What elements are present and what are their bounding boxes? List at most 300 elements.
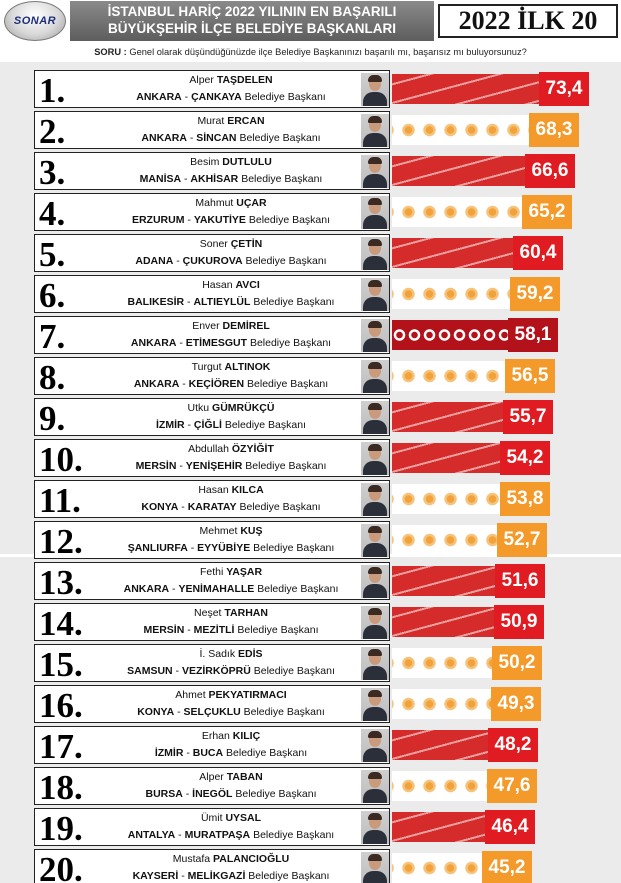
mayor-card — [34, 152, 390, 190]
portrait-hair — [368, 690, 382, 697]
mayor-name — [115, 443, 347, 455]
surname: TARHAN — [224, 607, 268, 619]
district-name: SELÇUKLU — [183, 706, 241, 718]
role-label: Belediye Başkanı — [244, 91, 326, 103]
ranking-row — [0, 275, 621, 313]
value-bar — [392, 525, 497, 555]
value-bar — [392, 320, 508, 350]
mayor-card — [34, 275, 390, 313]
ranking-row — [0, 726, 621, 764]
city-name: ANKARA — [130, 337, 177, 349]
role-label: Belediye Başkanı — [248, 214, 331, 226]
title-line-1: İSTANBUL HARİÇ 2022 YILININ EN BAŞARILI — [107, 4, 397, 19]
mayor-district — [115, 501, 347, 513]
first-name: Erhan — [201, 730, 230, 742]
mayor-district — [115, 91, 347, 103]
city-name: ANKARA — [141, 132, 187, 144]
district-name: YENİMAHALLE — [178, 583, 255, 595]
rank-number: 7. — [39, 317, 66, 356]
rank-number: 10. — [39, 440, 83, 479]
portrait-hair — [368, 772, 382, 779]
rank-number: 16. — [39, 686, 83, 725]
portrait-hair — [368, 608, 382, 615]
role-label: Belediye Başkanı — [247, 378, 329, 390]
mayor-name — [115, 607, 347, 619]
mayor-portrait — [361, 606, 389, 639]
mayor-district — [115, 132, 347, 144]
role-label: Belediye Başkanı — [243, 706, 325, 718]
ranking-row — [0, 685, 621, 723]
first-name: Mustafa — [172, 853, 211, 865]
first-name: Abdullah — [188, 443, 229, 455]
rank-number: 11. — [39, 481, 81, 520]
mayor-portrait — [361, 114, 389, 147]
value-bar — [392, 156, 525, 186]
ranking-row — [0, 316, 621, 354]
first-name: İ. Sadık — [199, 648, 236, 660]
separator: - — [183, 747, 193, 759]
value-bar — [392, 115, 529, 145]
mayor-name — [115, 156, 347, 168]
mayor-district — [115, 255, 347, 267]
mayor-portrait — [361, 196, 389, 229]
surname: ÖZYİĞİT — [231, 443, 274, 455]
mayor-district — [115, 214, 347, 226]
mayor-portrait — [361, 770, 389, 803]
rank-number: 9. — [39, 399, 66, 438]
role-label: Belediye Başkanı — [257, 583, 339, 595]
mayor-district — [115, 665, 347, 677]
first-name: Ümit — [200, 812, 223, 824]
separator: - — [172, 665, 182, 677]
district-name: ALTIEYLÜL — [193, 296, 251, 308]
ranking-row — [0, 193, 621, 231]
portrait-hair — [368, 444, 382, 451]
mayor-portrait — [361, 155, 389, 188]
portrait-suit — [363, 707, 387, 721]
mayor-card — [34, 70, 390, 108]
mayor-district — [115, 583, 347, 595]
role-label: Belediye Başkanı — [237, 624, 319, 636]
separator: - — [184, 296, 194, 308]
district-name: MELİKGAZİ — [187, 870, 246, 882]
mayor-name — [115, 525, 347, 537]
value-label: 50,9 — [494, 605, 544, 639]
value-bar — [392, 648, 492, 678]
ranking-row — [0, 70, 621, 108]
district-name: VEZİRKÖPRÜ — [181, 665, 251, 677]
survey-question — [0, 47, 621, 57]
surname: PEKYATIRMACI — [208, 689, 287, 701]
mayor-name — [115, 115, 347, 127]
value-bar — [392, 361, 505, 391]
surname: PALANCIOĞLU — [213, 853, 290, 865]
mayor-name — [115, 853, 347, 865]
district-name: EYYÜBİYE — [197, 542, 251, 554]
value-label: 66,6 — [525, 154, 575, 188]
value-bar — [392, 197, 522, 227]
district-name: ÇUKUROVA — [182, 255, 243, 267]
value-label: 51,6 — [495, 564, 545, 598]
mayor-portrait — [361, 852, 389, 883]
separator: - — [182, 788, 193, 800]
role-label: Belediye Başkanı — [253, 542, 335, 554]
value-label: 54,2 — [500, 441, 550, 475]
mayor-card — [34, 849, 390, 883]
surname: TAŞDELEN — [216, 74, 273, 86]
first-name: Enver — [192, 320, 220, 332]
first-name: Turgut — [191, 361, 222, 373]
separator: - — [174, 706, 184, 718]
value-bar — [392, 443, 500, 473]
value-label: 68,3 — [529, 113, 579, 147]
separator: - — [184, 419, 194, 431]
first-name: Soner — [199, 238, 228, 250]
first-name: Hasan — [202, 279, 233, 291]
portrait-hair — [368, 731, 382, 738]
edition-label: 2022 İLK 20 — [438, 4, 618, 38]
mayor-district — [115, 624, 347, 636]
mayor-card — [34, 562, 390, 600]
value-bar — [392, 730, 488, 760]
value-label: 53,8 — [500, 482, 550, 516]
portrait-suit — [363, 297, 387, 311]
value-label: 59,2 — [510, 277, 560, 311]
portrait-hair — [368, 75, 382, 82]
portrait-hair — [368, 239, 382, 246]
portrait-hair — [368, 198, 382, 205]
role-label: Belediye Başkanı — [241, 173, 323, 185]
first-name: Utku — [187, 402, 210, 414]
surname: KILCA — [231, 484, 264, 496]
surname: AVCI — [235, 279, 260, 291]
rank-number: 14. — [39, 604, 83, 643]
district-name: BUCA — [192, 747, 224, 759]
city-name: ŞANLIURFA — [127, 542, 188, 554]
district-name: ÇİĞLİ — [193, 419, 222, 431]
mayor-card — [34, 234, 390, 272]
value-label: 50,2 — [492, 646, 542, 680]
role-label: Belediye Başkanı — [239, 132, 321, 144]
rank-number: 20. — [39, 850, 83, 883]
city-name: SAMSUN — [127, 665, 173, 677]
district-name: SİNCAN — [196, 132, 237, 144]
portrait-suit — [363, 379, 387, 393]
mayor-card — [34, 193, 390, 231]
portrait-suit — [363, 133, 387, 147]
rank-number: 8. — [39, 358, 66, 397]
sonar-logo — [4, 1, 66, 41]
ranking-row — [0, 152, 621, 190]
mayor-name — [115, 74, 347, 86]
separator: - — [181, 91, 192, 103]
mayor-district — [115, 419, 347, 431]
mayor-district — [115, 173, 347, 185]
logo-text: SONAR — [13, 15, 57, 27]
mayor-name — [115, 279, 347, 291]
role-label: Belediye Başkanı — [235, 788, 317, 800]
portrait-hair — [368, 649, 382, 656]
mayor-name — [115, 689, 347, 701]
separator: - — [178, 870, 188, 882]
role-label: Belediye Başkanı — [224, 419, 306, 431]
mayor-district — [115, 296, 347, 308]
first-name: Murat — [197, 115, 225, 127]
portrait-hair — [368, 526, 382, 533]
surname: ÇETİN — [230, 238, 263, 250]
city-name: ANKARA — [123, 583, 170, 595]
separator: - — [176, 337, 186, 349]
value-bar — [392, 566, 495, 596]
surname: KILIÇ — [232, 730, 261, 742]
portrait-suit — [363, 830, 387, 844]
value-bar — [392, 74, 539, 104]
separator: - — [178, 501, 188, 513]
city-name: KONYA — [141, 501, 179, 513]
portrait-hair — [368, 116, 382, 123]
separator: - — [173, 255, 183, 267]
mayor-portrait — [361, 319, 389, 352]
separator: - — [175, 829, 185, 841]
portrait-suit — [363, 748, 387, 762]
value-bar — [392, 771, 487, 801]
mayor-card — [34, 439, 390, 477]
surname: YAŞAR — [226, 566, 263, 578]
city-name: KAYSERİ — [132, 870, 179, 882]
surname: KUŞ — [240, 525, 263, 537]
portrait-suit — [363, 461, 387, 475]
surname: DUTLULU — [222, 156, 272, 168]
district-name: KEÇİÖREN — [188, 378, 245, 390]
role-label: Belediye Başkanı — [245, 255, 327, 267]
mayor-card — [34, 603, 390, 641]
value-bar — [392, 279, 510, 309]
first-name: Besim — [190, 156, 220, 168]
surname: EDİS — [238, 648, 263, 660]
district-name: KARATAY — [187, 501, 237, 513]
first-name: Fethi — [199, 566, 224, 578]
rank-number: 19. — [39, 809, 83, 848]
rank-number: 2. — [39, 112, 66, 151]
first-name: Neşet — [194, 607, 222, 619]
value-label: 60,4 — [513, 236, 563, 270]
separator: - — [187, 542, 198, 554]
mayor-portrait — [361, 565, 389, 598]
question-label: SORU : — [94, 47, 127, 57]
separator: - — [169, 583, 179, 595]
city-name: İZMİR — [156, 419, 185, 431]
ranking-row — [0, 644, 621, 682]
mayor-portrait — [361, 237, 389, 270]
mayor-portrait — [361, 729, 389, 762]
surname: UÇAR — [236, 197, 267, 209]
header — [0, 0, 621, 42]
value-bar — [392, 484, 500, 514]
value-label: 55,7 — [503, 400, 553, 434]
mayor-portrait — [361, 688, 389, 721]
separator: - — [186, 132, 197, 144]
city-name: KONYA — [137, 706, 175, 718]
ranking-row — [0, 234, 621, 272]
portrait-hair — [368, 157, 382, 164]
mayor-name — [115, 812, 347, 824]
mayor-card — [34, 726, 390, 764]
portrait-hair — [368, 813, 382, 820]
ranking-row — [0, 439, 621, 477]
portrait-suit — [363, 789, 387, 803]
district-name: MURATPAŞA — [184, 829, 251, 841]
value-bar — [392, 853, 482, 883]
mayor-district — [115, 460, 347, 472]
rank-number: 6. — [39, 276, 66, 315]
first-name: Alper — [199, 771, 224, 783]
surname: UYSAL — [225, 812, 262, 824]
portrait-suit — [363, 666, 387, 680]
district-name: YENİŞEHİR — [185, 460, 243, 472]
ranking-row — [0, 398, 621, 436]
district-name: AKHİSAR — [190, 173, 239, 185]
portrait-suit — [363, 420, 387, 434]
district-name: İNEGÖL — [192, 788, 233, 800]
first-name: Ahmet — [175, 689, 206, 701]
city-name: ANTALYA — [127, 829, 176, 841]
ranking-row — [0, 521, 621, 559]
mayor-card — [34, 111, 390, 149]
portrait-hair — [368, 854, 382, 861]
mayor-name — [115, 238, 347, 250]
city-name: BALIKESİR — [127, 296, 185, 308]
portrait-hair — [368, 567, 382, 574]
rank-number: 17. — [39, 727, 83, 766]
portrait-suit — [363, 174, 387, 188]
value-bar — [392, 812, 485, 842]
role-label: Belediye Başkanı — [253, 665, 335, 677]
portrait-suit — [363, 543, 387, 557]
portrait-suit — [363, 215, 387, 229]
mayor-card — [34, 521, 390, 559]
surname: TABAN — [226, 771, 263, 783]
city-name: ANKARA — [133, 378, 180, 390]
mayor-card — [34, 767, 390, 805]
value-label: 48,2 — [488, 728, 538, 762]
mayor-card — [34, 357, 390, 395]
ranking-row — [0, 767, 621, 805]
portrait-suit — [363, 584, 387, 598]
mayor-portrait — [361, 401, 389, 434]
city-name: ERZURUM — [131, 214, 185, 226]
portrait-suit — [363, 256, 387, 270]
mayor-district — [115, 829, 347, 841]
surname: ERCAN — [227, 115, 265, 127]
title-box — [70, 1, 434, 41]
separator: - — [176, 460, 186, 472]
value-bar — [392, 238, 513, 268]
mayor-card — [34, 685, 390, 723]
surname: ALTINOK — [224, 361, 271, 373]
mayor-district — [115, 337, 347, 349]
role-label: Belediye Başkanı — [248, 870, 330, 882]
district-name: MEZİTLİ — [193, 624, 235, 636]
mayor-name — [115, 361, 347, 373]
mayor-portrait — [361, 524, 389, 557]
city-name: MERSİN — [135, 460, 177, 472]
mayor-name — [115, 320, 347, 332]
mayor-name — [115, 197, 347, 209]
role-label: Belediye Başkanı — [253, 296, 335, 308]
ranking-row — [0, 603, 621, 641]
district-name: ETİMESGUT — [185, 337, 248, 349]
rank-number: 13. — [39, 563, 83, 602]
mayor-name — [115, 648, 347, 660]
value-label: 58,1 — [508, 318, 558, 352]
city-name: ADANA — [135, 255, 174, 267]
mayor-name — [115, 771, 347, 783]
first-name: Hasan — [198, 484, 229, 496]
first-name: Mahmut — [195, 197, 234, 209]
role-label: Belediye Başkanı — [239, 501, 321, 513]
separator: - — [179, 378, 189, 390]
portrait-suit — [363, 338, 387, 352]
mayor-portrait — [361, 647, 389, 680]
role-label: Belediye Başkanı — [245, 460, 327, 472]
mayor-card — [34, 644, 390, 682]
mayor-district — [115, 788, 347, 800]
mayor-portrait — [361, 811, 389, 844]
city-name: ANKARA — [136, 91, 182, 103]
mayor-district — [115, 747, 347, 759]
city-name: İZMİR — [154, 747, 184, 759]
city-name: MERSİN — [143, 624, 185, 636]
portrait-hair — [368, 485, 382, 492]
rank-number: 5. — [39, 235, 66, 274]
ranking-row — [0, 111, 621, 149]
value-label: 73,4 — [539, 72, 589, 106]
separator: - — [184, 214, 194, 226]
first-name: Mehmet — [199, 525, 238, 537]
city-name: BURSA — [145, 788, 183, 800]
value-bar — [392, 402, 503, 432]
ranking-row — [0, 808, 621, 846]
mayor-card — [34, 316, 390, 354]
mayor-card — [34, 398, 390, 436]
mayor-district — [115, 870, 347, 882]
mayor-portrait — [361, 360, 389, 393]
title-line-2: BÜYÜKŞEHİR İLÇE BELEDİYE BAŞKANLARI — [107, 21, 397, 36]
rank-number: 1. — [39, 71, 66, 110]
value-label: 46,4 — [485, 810, 535, 844]
rank-number: 15. — [39, 645, 83, 684]
mayor-name — [115, 484, 347, 496]
district-name: ÇANKAYA — [191, 91, 242, 103]
first-name: Alper — [189, 74, 214, 86]
separator: - — [181, 173, 191, 185]
mayor-card — [34, 480, 390, 518]
portrait-hair — [368, 362, 382, 369]
surname: DEMİREL — [222, 320, 270, 332]
separator: - — [184, 624, 194, 636]
portrait-suit — [363, 92, 387, 106]
role-label: Belediye Başkanı — [253, 829, 335, 841]
portrait-hair — [368, 403, 382, 410]
mayor-name — [115, 730, 347, 742]
surname: GÜMRÜKÇÜ — [212, 402, 275, 414]
district-name: YAKUTİYE — [193, 214, 246, 226]
mayor-name — [115, 566, 347, 578]
value-label: 56,5 — [505, 359, 555, 393]
mayor-district — [115, 542, 347, 554]
portrait-suit — [363, 625, 387, 639]
portrait-hair — [368, 280, 382, 287]
